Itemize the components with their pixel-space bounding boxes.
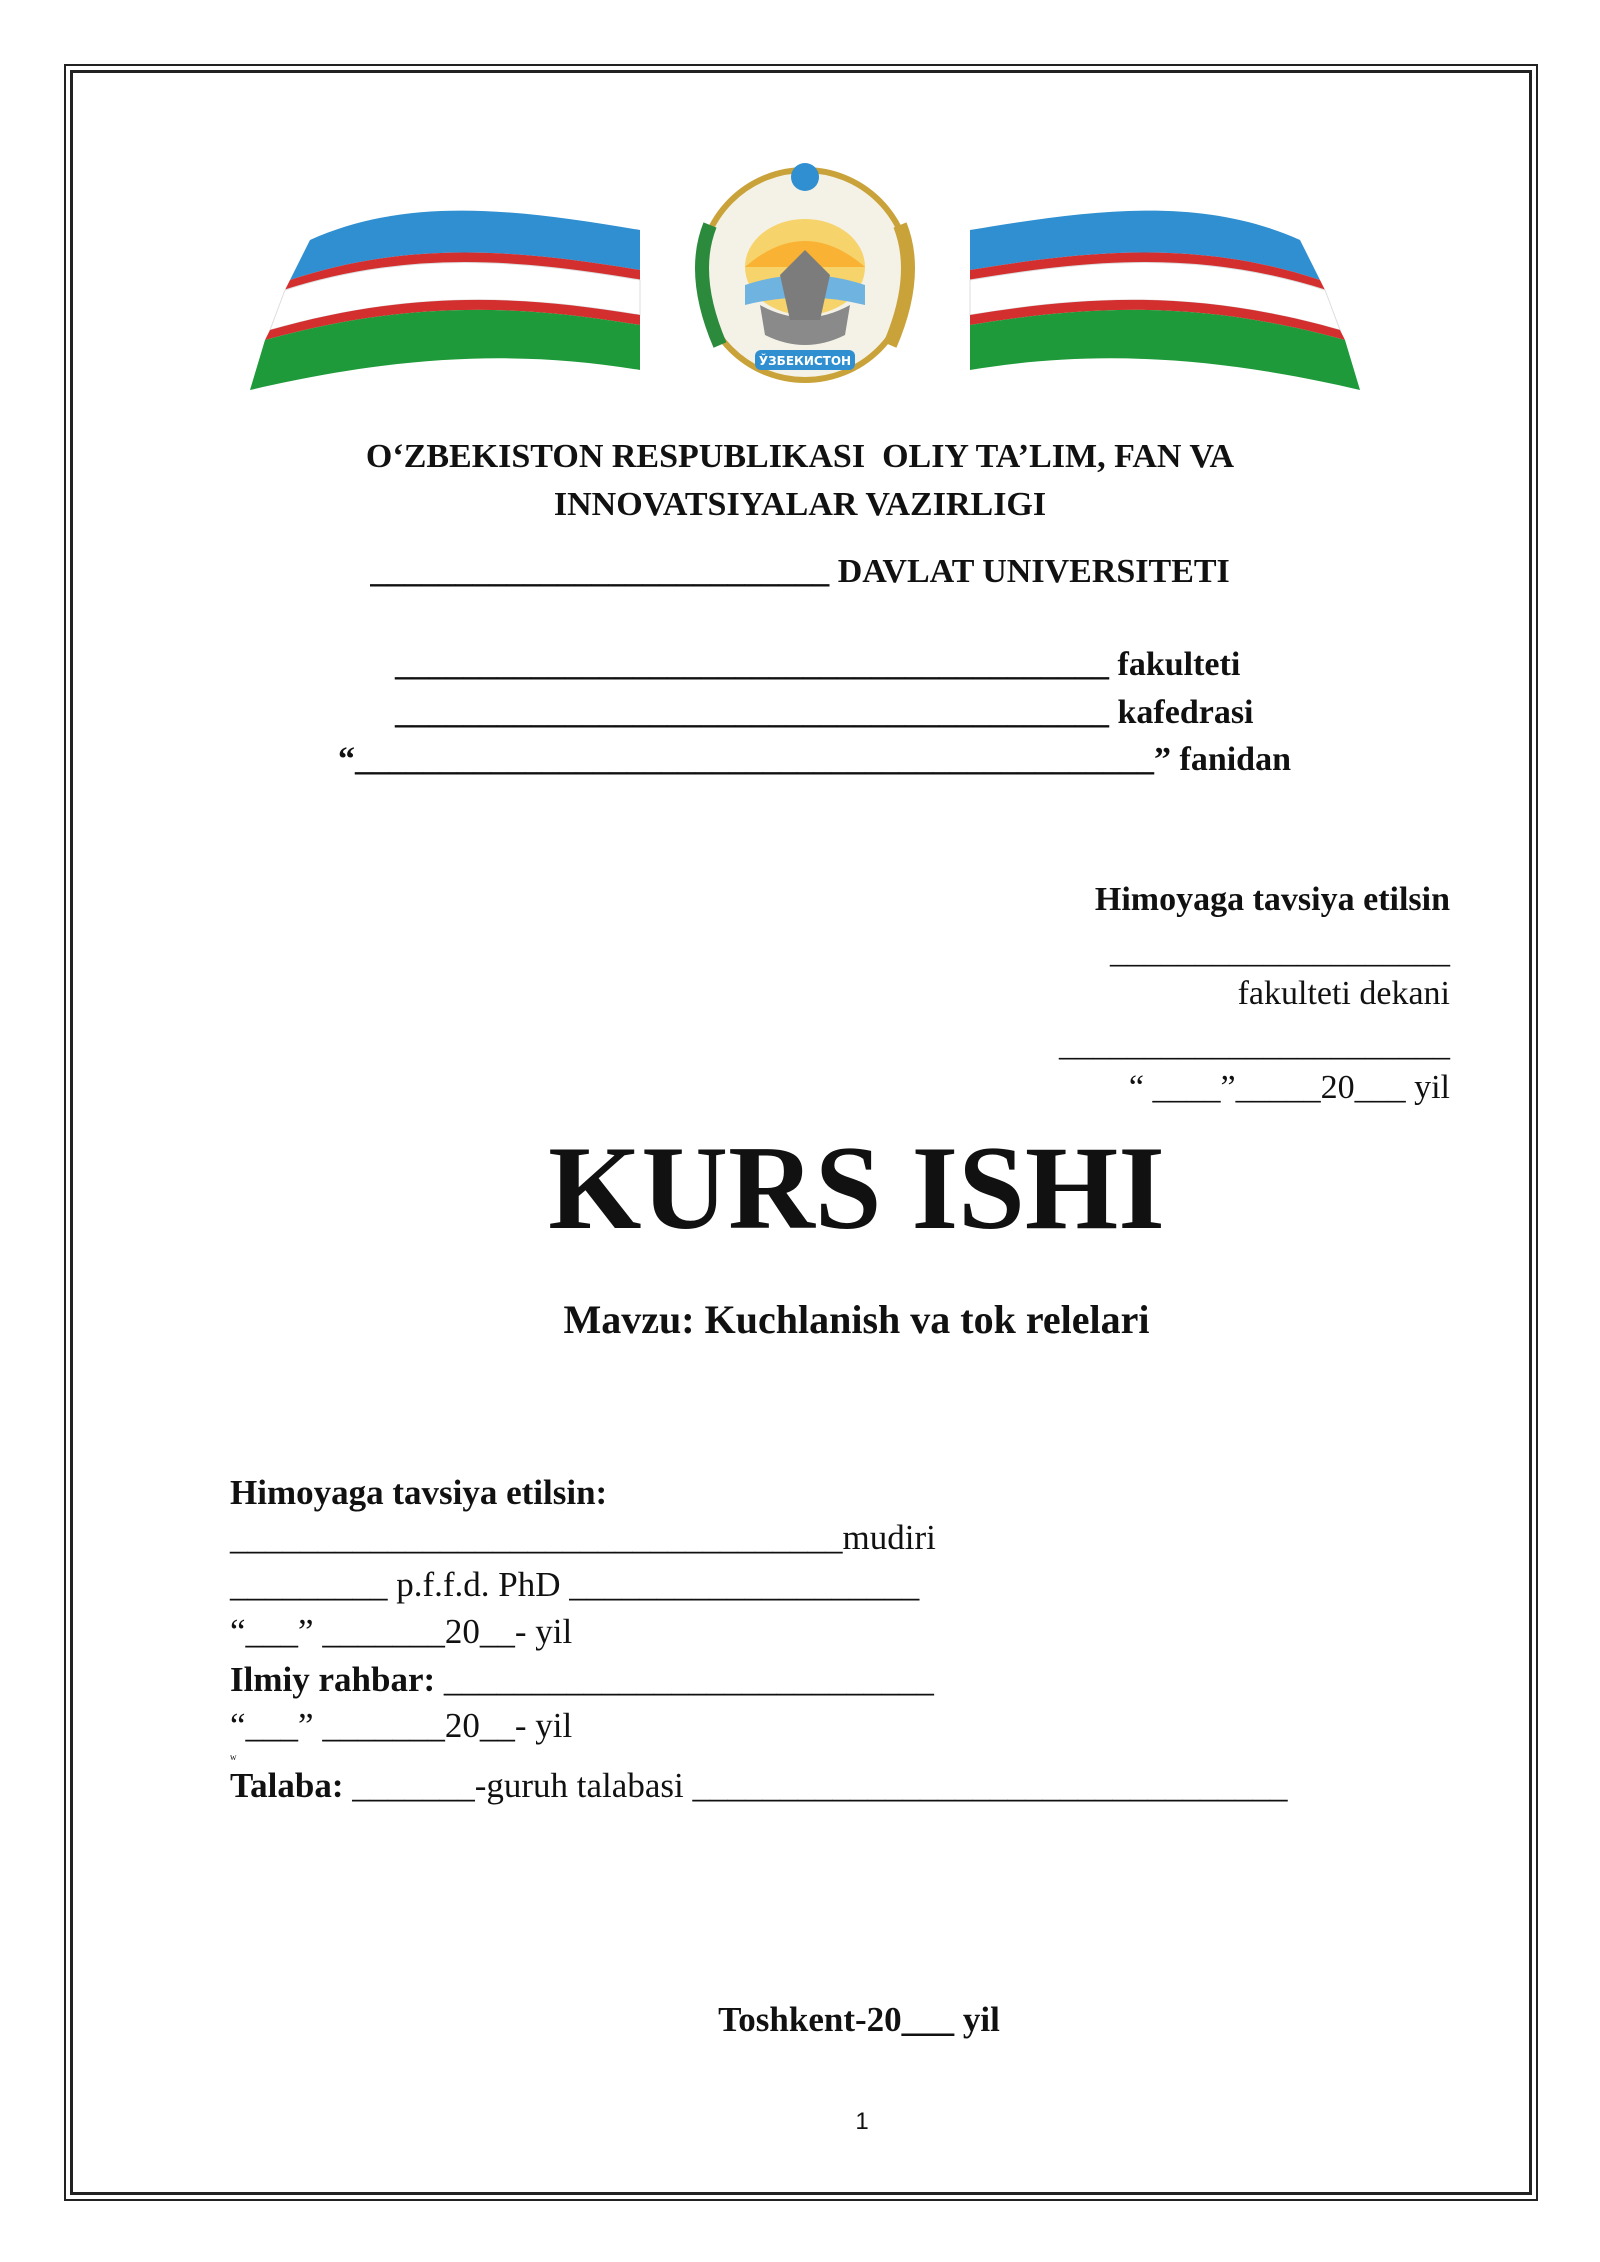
emblem-ribbon-text: ЎЗБЕКИСТОН [758, 354, 852, 368]
subject-line: “_______________________________________________” fanidan [338, 741, 1291, 778]
head-of-department-line: ___________________________________mudiri [230, 1518, 936, 1557]
ministry-line-1: O‘ZBEKISTON RESPUBLIKASI OLIY TA’LIM, FAN VA [365, 438, 1235, 475]
page-number: 1 [855, 2108, 869, 2135]
document-title: KURS ISHI [548, 1121, 1165, 1254]
supervisor-date-line: “___” _______20__- yil [230, 1706, 573, 1745]
faculty-line: __________________________________________ fakulteti [395, 646, 1241, 683]
dean-date-line: “ ____”_____20___ yil [1128, 1069, 1450, 1106]
dean-recommendation-title: Himoyaga tavsiya etilsin [1094, 881, 1450, 918]
emblem-seal [700, 163, 910, 380]
supervisor-label: Ilmiy rahbar: [230, 1660, 436, 1699]
department-line: __________________________________________ kafedrasi [395, 694, 1254, 731]
approval-title: Himoyaga tavsiya etilsin: [230, 1473, 608, 1512]
student-blank: _______-guruh talabasi __________________________________ [343, 1766, 1288, 1805]
dean-name-line: _______________________ [1059, 1026, 1450, 1063]
approval-date-line: “___” _______20__- yil [230, 1612, 573, 1651]
topic-line: Mavzu: Kuchlanish va tok relelari [563, 1297, 1150, 1342]
student-label: Talaba: [230, 1766, 344, 1805]
flag-ribbon-left [250, 211, 640, 390]
dean-label: fakulteti dekani [1237, 975, 1450, 1012]
dean-signature-line: ____________________ [1110, 933, 1450, 970]
small-mark: w [230, 1752, 237, 1762]
city-year-line: Toshkent-20___ yil [718, 2000, 1000, 2039]
student-line [230, 1768, 1287, 1803]
supervisor-line [230, 1662, 934, 1697]
degree-line: _________ p.f.f.d. PhD ____________________ [230, 1565, 920, 1604]
supervisor-blank: ____________________________ [435, 1660, 934, 1699]
flag-ribbon-right [970, 211, 1360, 390]
university-line: ___________________________ DAVLAT UNIVERSITETI [370, 553, 1230, 590]
ministry-line-2: INNOVATSIYALAR VAZIRLIGI [553, 486, 1047, 523]
state-emblem-flag-image [240, 155, 1370, 390]
